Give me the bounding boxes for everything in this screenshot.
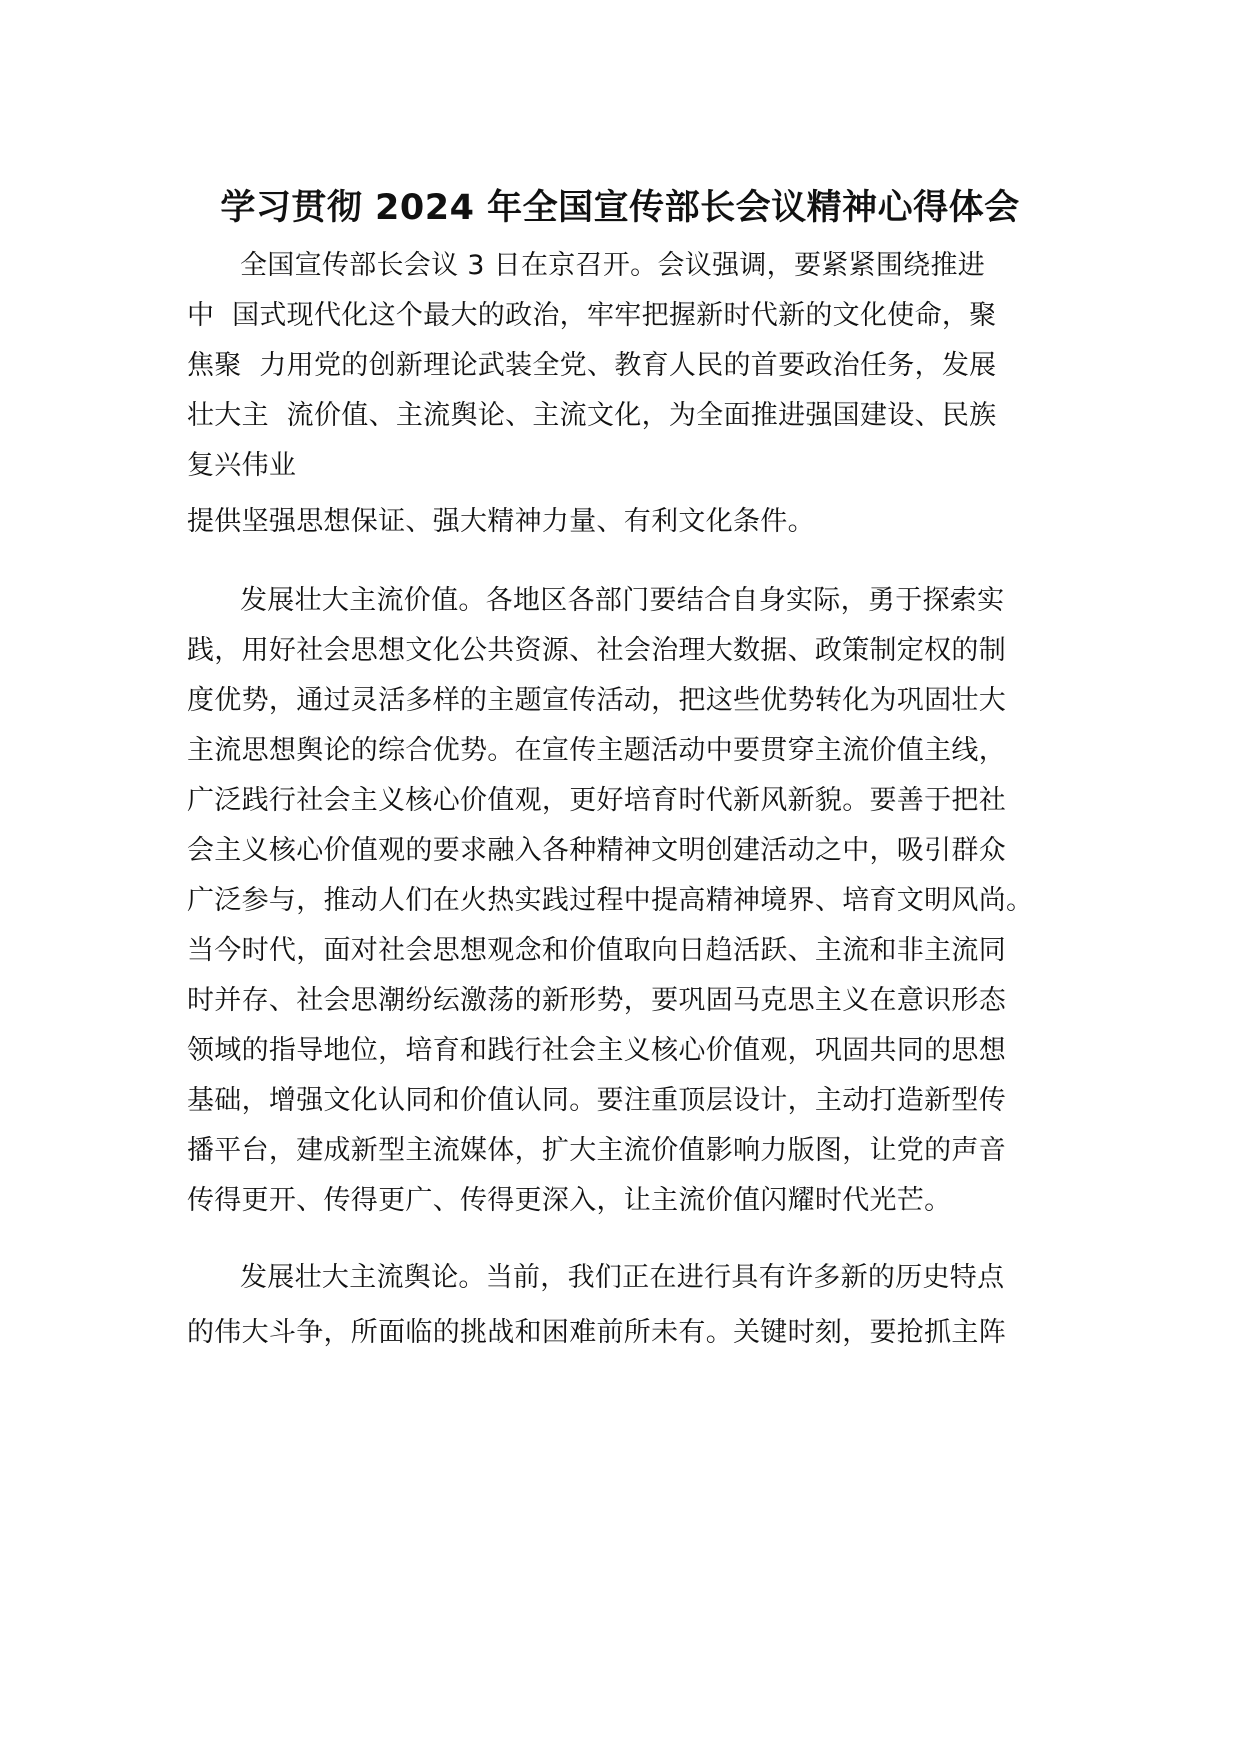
paragraph-2-line-10: 领域的指导地位，培育和践行社会主义核心价值观，巩固共同的思想 [187,1035,1006,1066]
paragraph-2-line-6: 会主义核心价值观的要求融入各种精神文明创建活动之中，吸引群众 [187,835,1006,866]
paragraph-3-line-1: 发展壮大主流舆论。当前，我们正在进行具有许多新的历史特点 [240,1262,1005,1293]
paragraph-2-line-4: 主流思想舆论的综合优势。在宣传主题活动中要贯穿主流价值主线， [187,735,1006,766]
document-title: 学习贯彻 2024 年全国宣传部长会议精神心得体会 [220,188,1020,228]
paragraph-2-line-12: 播平台，建成新型主流媒体，扩大主流价值影响力版图，让党的声音 [187,1135,1006,1166]
paragraph-2-line-8: 当今时代，面对社会思想观念和价值取向日趋活跃、主流和非主流同 [187,935,1006,966]
paragraph-3-line-2: 的伟大斗争，所面临的挑战和困难前所未有。关键时刻，要抢抓主阵 [187,1317,1006,1348]
paragraph-1-line-4: 壮大主 流价值、主流舆论、主流文化，为全面推进强国建设、民族 [187,400,997,431]
paragraph-2-line-1: 发展壮大主流价值。各地区各部门要结合自身实际，勇于探索实 [240,585,1005,616]
paragraph-2-line-11: 基础，增强文化认同和价值认同。要注重顶层设计，主动打造新型传 [187,1085,1006,1116]
paragraph-2-line-5: 广泛践行社会主义核心价值观，更好培育时代新风新貌。要善于把社 [187,785,1006,816]
paragraph-2-line-9: 时并存、社会思潮纷纭激荡的新形势，要巩固马克思主义在意识形态 [187,985,1006,1016]
paragraph-2-line-3: 度优势，通过灵活多样的主题宣传活动，把这些优势转化为巩固壮大 [187,685,1006,716]
paragraph-1-line-6: 提供坚强思想保证、强大精神力量、有利文化条件。 [187,506,815,537]
paragraph-1-line-3: 焦聚 力用党的创新理论武装全党、教育人民的首要政治任务，发展 [187,350,997,381]
paragraph-1-line-2: 中 国式现代化这个最大的政治，牢牢把握新时代新的文化使命，聚 [187,300,997,331]
paragraph-1-line-5: 复兴伟业 [187,450,297,481]
paragraph-2-line-7: 广泛参与，推动人们在火热实践过程中提高精神境界、培育文明风尚。 [187,885,1034,916]
paragraph-2-line-13: 传得更开、传得更广、传得更深入，让主流价值闪耀时代光芒。 [187,1185,952,1216]
paragraph-1-line-1: 全国宣传部长会议 3 日在京召开。会议强调，要紧紧围绕推进 [240,250,986,281]
paragraph-2-line-2: 践，用好社会思想文化公共资源、社会治理大数据、政策制定权的制 [187,635,1006,666]
